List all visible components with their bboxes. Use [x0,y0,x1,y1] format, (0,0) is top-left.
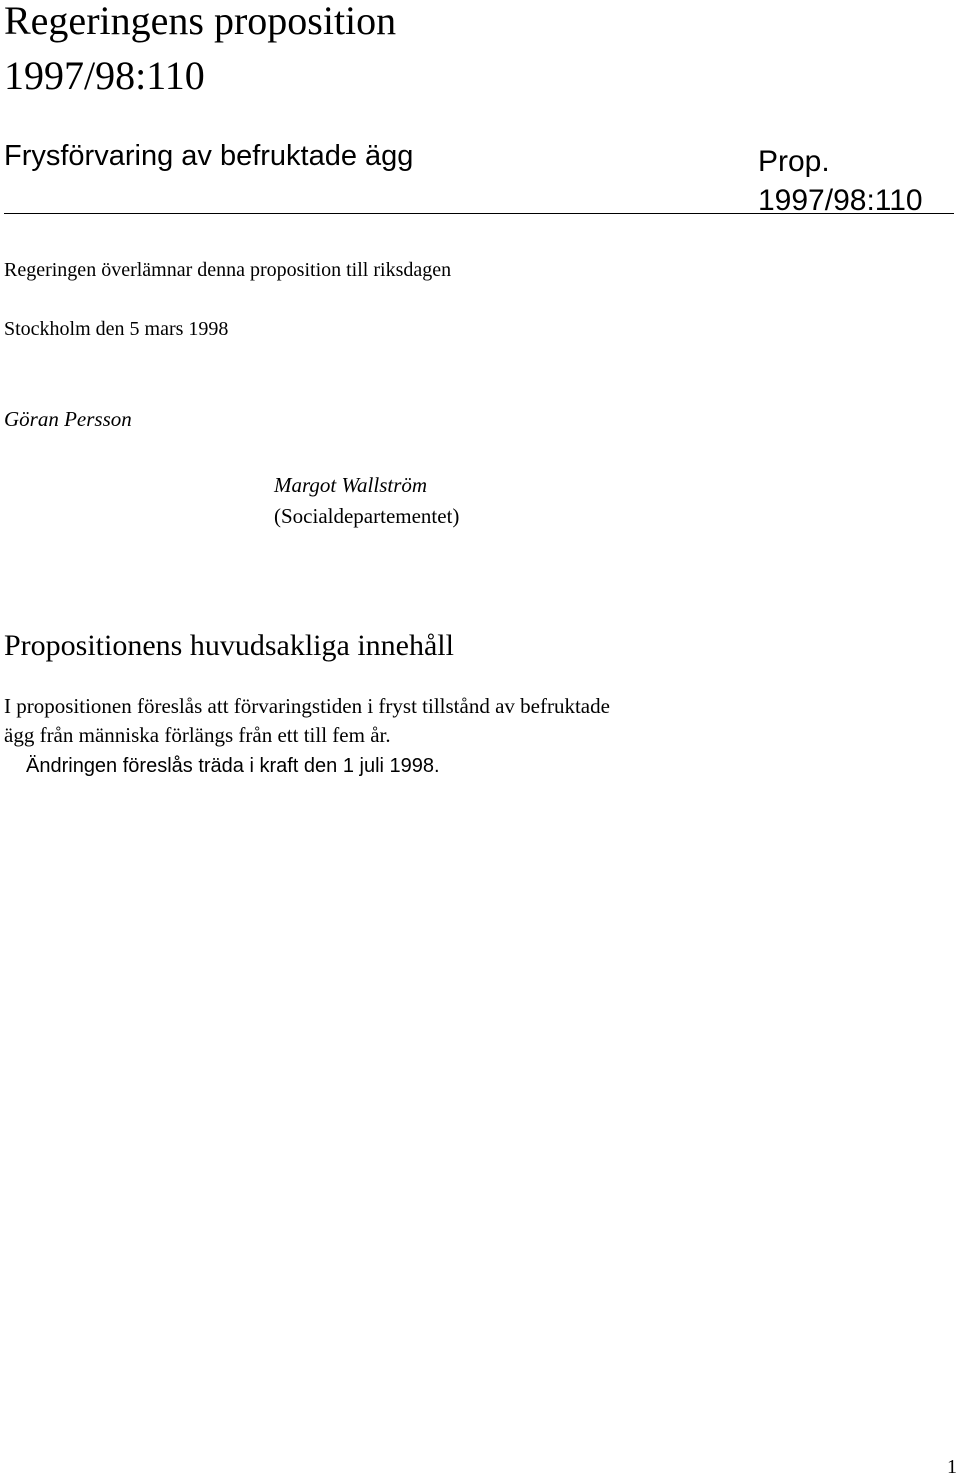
document-subtitle: Frysförvaring av befruktade ägg [4,140,414,172]
summary-line-2: ägg från människa förlängs från ett till fem år. [4,723,391,747]
dateline: Stockholm den 5 mars 1998 [4,318,229,340]
prop-label: Prop. [758,145,830,178]
header-divider [4,213,954,214]
section-heading: Propositionens huvudsakliga innehåll [4,629,454,662]
summary-line-1: I propositionen föreslås att förvaringstiden i fryst tillstånd av befruktade [4,694,610,718]
document-title-line-1: Regeringens proposition [4,0,397,43]
prop-number: 1997/98:110 [758,184,923,217]
signature-minister: Margot Wallström [274,473,428,497]
document-title-line-2: 1997/98:110 [4,53,205,98]
summary-line-3: Ändringen föreslås träda i kraft den 1 juli 1998. [26,755,440,777]
page-number: 1 [947,1456,957,1478]
signature-prime-minister: Göran Persson [4,407,132,431]
handover-statement: Regeringen överlämnar denna proposition till riksdagen [4,259,452,281]
department-name: (Socialdepartementet) [274,504,460,528]
